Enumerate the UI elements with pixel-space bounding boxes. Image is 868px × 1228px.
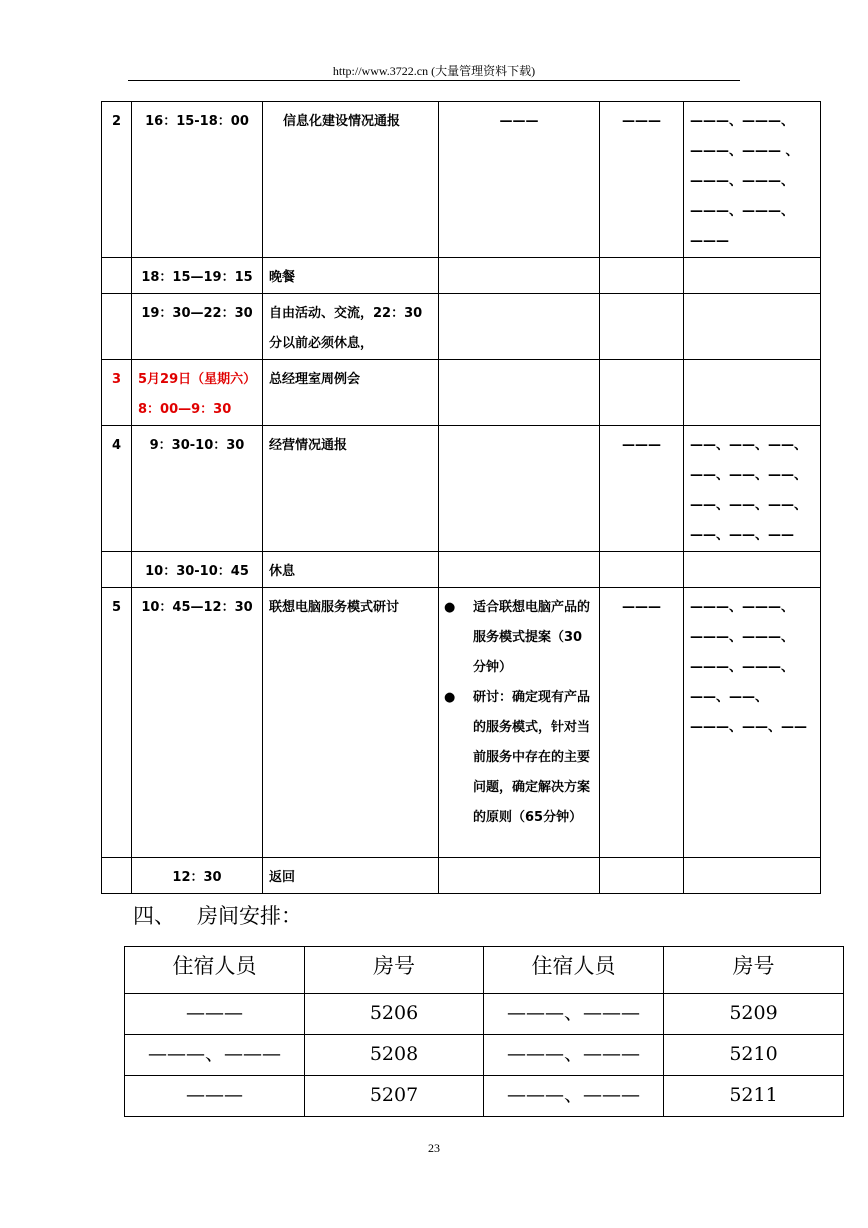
topic-cell xyxy=(263,360,439,426)
time-cell: 10：30-10：45 xyxy=(132,552,263,588)
content-cell xyxy=(439,552,600,588)
rooms-table xyxy=(124,946,844,1117)
time-cell: 16：15-18：00 xyxy=(132,102,263,258)
time-cell: 5月29日（星期六）8：00—9：30 xyxy=(132,360,263,426)
content-cell xyxy=(439,102,600,258)
page-header: http://www.3722.cn (大量管理资料下载) xyxy=(332,64,536,78)
topic-cell xyxy=(263,294,439,360)
guest-cell: ———、——— xyxy=(484,994,664,1035)
content-text: ——— xyxy=(499,114,539,129)
row-number: 4 xyxy=(102,426,132,552)
host-text: ——— xyxy=(622,600,661,615)
participants-text: ———、———、———、———、———、———、——、——、———、——、—— xyxy=(690,600,808,735)
host-cell xyxy=(600,552,684,588)
host-cell xyxy=(600,426,684,552)
host-cell xyxy=(600,294,684,360)
topic-text: 信息化建设情况通报 xyxy=(283,114,401,129)
column-header: 住宿人员 xyxy=(484,947,664,994)
topic-text: 休息 xyxy=(269,564,296,579)
time-cell: 9：30-10：30 xyxy=(132,426,263,552)
row-number: 5 xyxy=(102,588,132,858)
table-row xyxy=(125,1035,844,1076)
topic-text: 自由活动、交流，22：30分以前必须休息， xyxy=(269,306,423,351)
topic-cell xyxy=(263,258,439,294)
guest-cell: ——— xyxy=(125,994,305,1035)
participants-cell xyxy=(684,102,821,258)
list-item xyxy=(439,593,591,683)
topic-cell xyxy=(263,588,439,858)
section-number: 四、 xyxy=(133,904,175,928)
topic-cell xyxy=(263,858,439,894)
participants-cell xyxy=(684,294,821,360)
topic-text: 晚餐 xyxy=(269,270,296,285)
column-header: 房号 xyxy=(305,947,484,994)
section-title: 房间安排： xyxy=(197,904,302,928)
participants-cell xyxy=(684,552,821,588)
room-number-cell: 5211 xyxy=(664,1076,844,1117)
table-row xyxy=(102,552,821,588)
participants-cell xyxy=(684,588,821,858)
participants-cell xyxy=(684,258,821,294)
table-row xyxy=(102,360,821,426)
room-number-cell: 5209 xyxy=(664,994,844,1035)
table-row xyxy=(102,294,821,360)
host-text: ——— xyxy=(622,438,661,453)
table-row xyxy=(125,994,844,1035)
guest-cell: ———、——— xyxy=(125,1035,305,1076)
point-text: 研讨：确定现有产品的服务模式，针对当前服务中存在的主要问题，确定解决方案的原则（65分钟） xyxy=(473,690,591,825)
row-number: 3 xyxy=(102,360,132,426)
table-row xyxy=(102,102,821,258)
guest-cell: ———、——— xyxy=(484,1076,664,1117)
topic-cell xyxy=(263,552,439,588)
host-text: ——— xyxy=(622,114,661,129)
content-cell xyxy=(439,858,600,894)
guest-cell: ——— xyxy=(125,1076,305,1117)
table-row xyxy=(125,1076,844,1117)
topic-text: 总经理室周例会 xyxy=(269,372,361,387)
bullet-dot-icon: ● xyxy=(444,600,456,615)
schedule-table xyxy=(101,101,821,894)
topic-text: 经营情况通报 xyxy=(269,438,348,453)
guest-cell: ———、——— xyxy=(484,1035,664,1076)
topic-text: 返回 xyxy=(269,870,296,885)
content-cell xyxy=(439,360,600,426)
table-row xyxy=(102,258,821,294)
section-heading xyxy=(133,900,302,930)
list-item xyxy=(439,683,591,833)
topic-cell xyxy=(263,102,439,258)
host-cell xyxy=(600,588,684,858)
bullet-dot-icon: ● xyxy=(444,690,456,705)
time-cell: 12：30 xyxy=(132,858,263,894)
page-number: 23 xyxy=(428,1141,440,1155)
row-number xyxy=(102,258,132,294)
time-cell: 18：15—19：15 xyxy=(132,258,263,294)
row-number xyxy=(102,858,132,894)
table-row xyxy=(102,858,821,894)
time-cell: 19：30—22：30 xyxy=(132,294,263,360)
host-cell xyxy=(600,360,684,426)
host-cell xyxy=(600,102,684,258)
table-header-row xyxy=(125,947,844,994)
participants-cell xyxy=(684,360,821,426)
column-header: 房号 xyxy=(664,947,844,994)
row-number: 2 xyxy=(102,102,132,258)
participants-text: ———、———、———、——— 、———、———、———、———、——— xyxy=(690,114,799,249)
content-cell xyxy=(439,426,600,552)
host-cell xyxy=(600,858,684,894)
topic-cell xyxy=(263,426,439,552)
column-header: 住宿人员 xyxy=(125,947,305,994)
room-number-cell: 5207 xyxy=(305,1076,484,1117)
row-number xyxy=(102,294,132,360)
point-text: 适合联想电脑产品的服务模式提案（30分钟） xyxy=(473,600,591,675)
time-cell: 10：45—12：30 xyxy=(132,588,263,858)
room-number-cell: 5210 xyxy=(664,1035,844,1076)
participants-text: ——、——、——、——、——、——、——、——、——、——、——、—— xyxy=(690,438,808,543)
topic-text: 联想电脑服务模式研讨 xyxy=(269,600,400,615)
host-cell xyxy=(600,258,684,294)
room-number-cell: 5208 xyxy=(305,1035,484,1076)
table-row xyxy=(102,588,821,858)
content-cell xyxy=(439,294,600,360)
content-points xyxy=(439,593,591,833)
room-number-cell: 5206 xyxy=(305,994,484,1035)
header-rule xyxy=(128,80,740,81)
content-cell xyxy=(439,588,600,858)
content-cell xyxy=(439,258,600,294)
participants-cell xyxy=(684,426,821,552)
row-number xyxy=(102,552,132,588)
participants-cell xyxy=(684,858,821,894)
table-row xyxy=(102,426,821,552)
